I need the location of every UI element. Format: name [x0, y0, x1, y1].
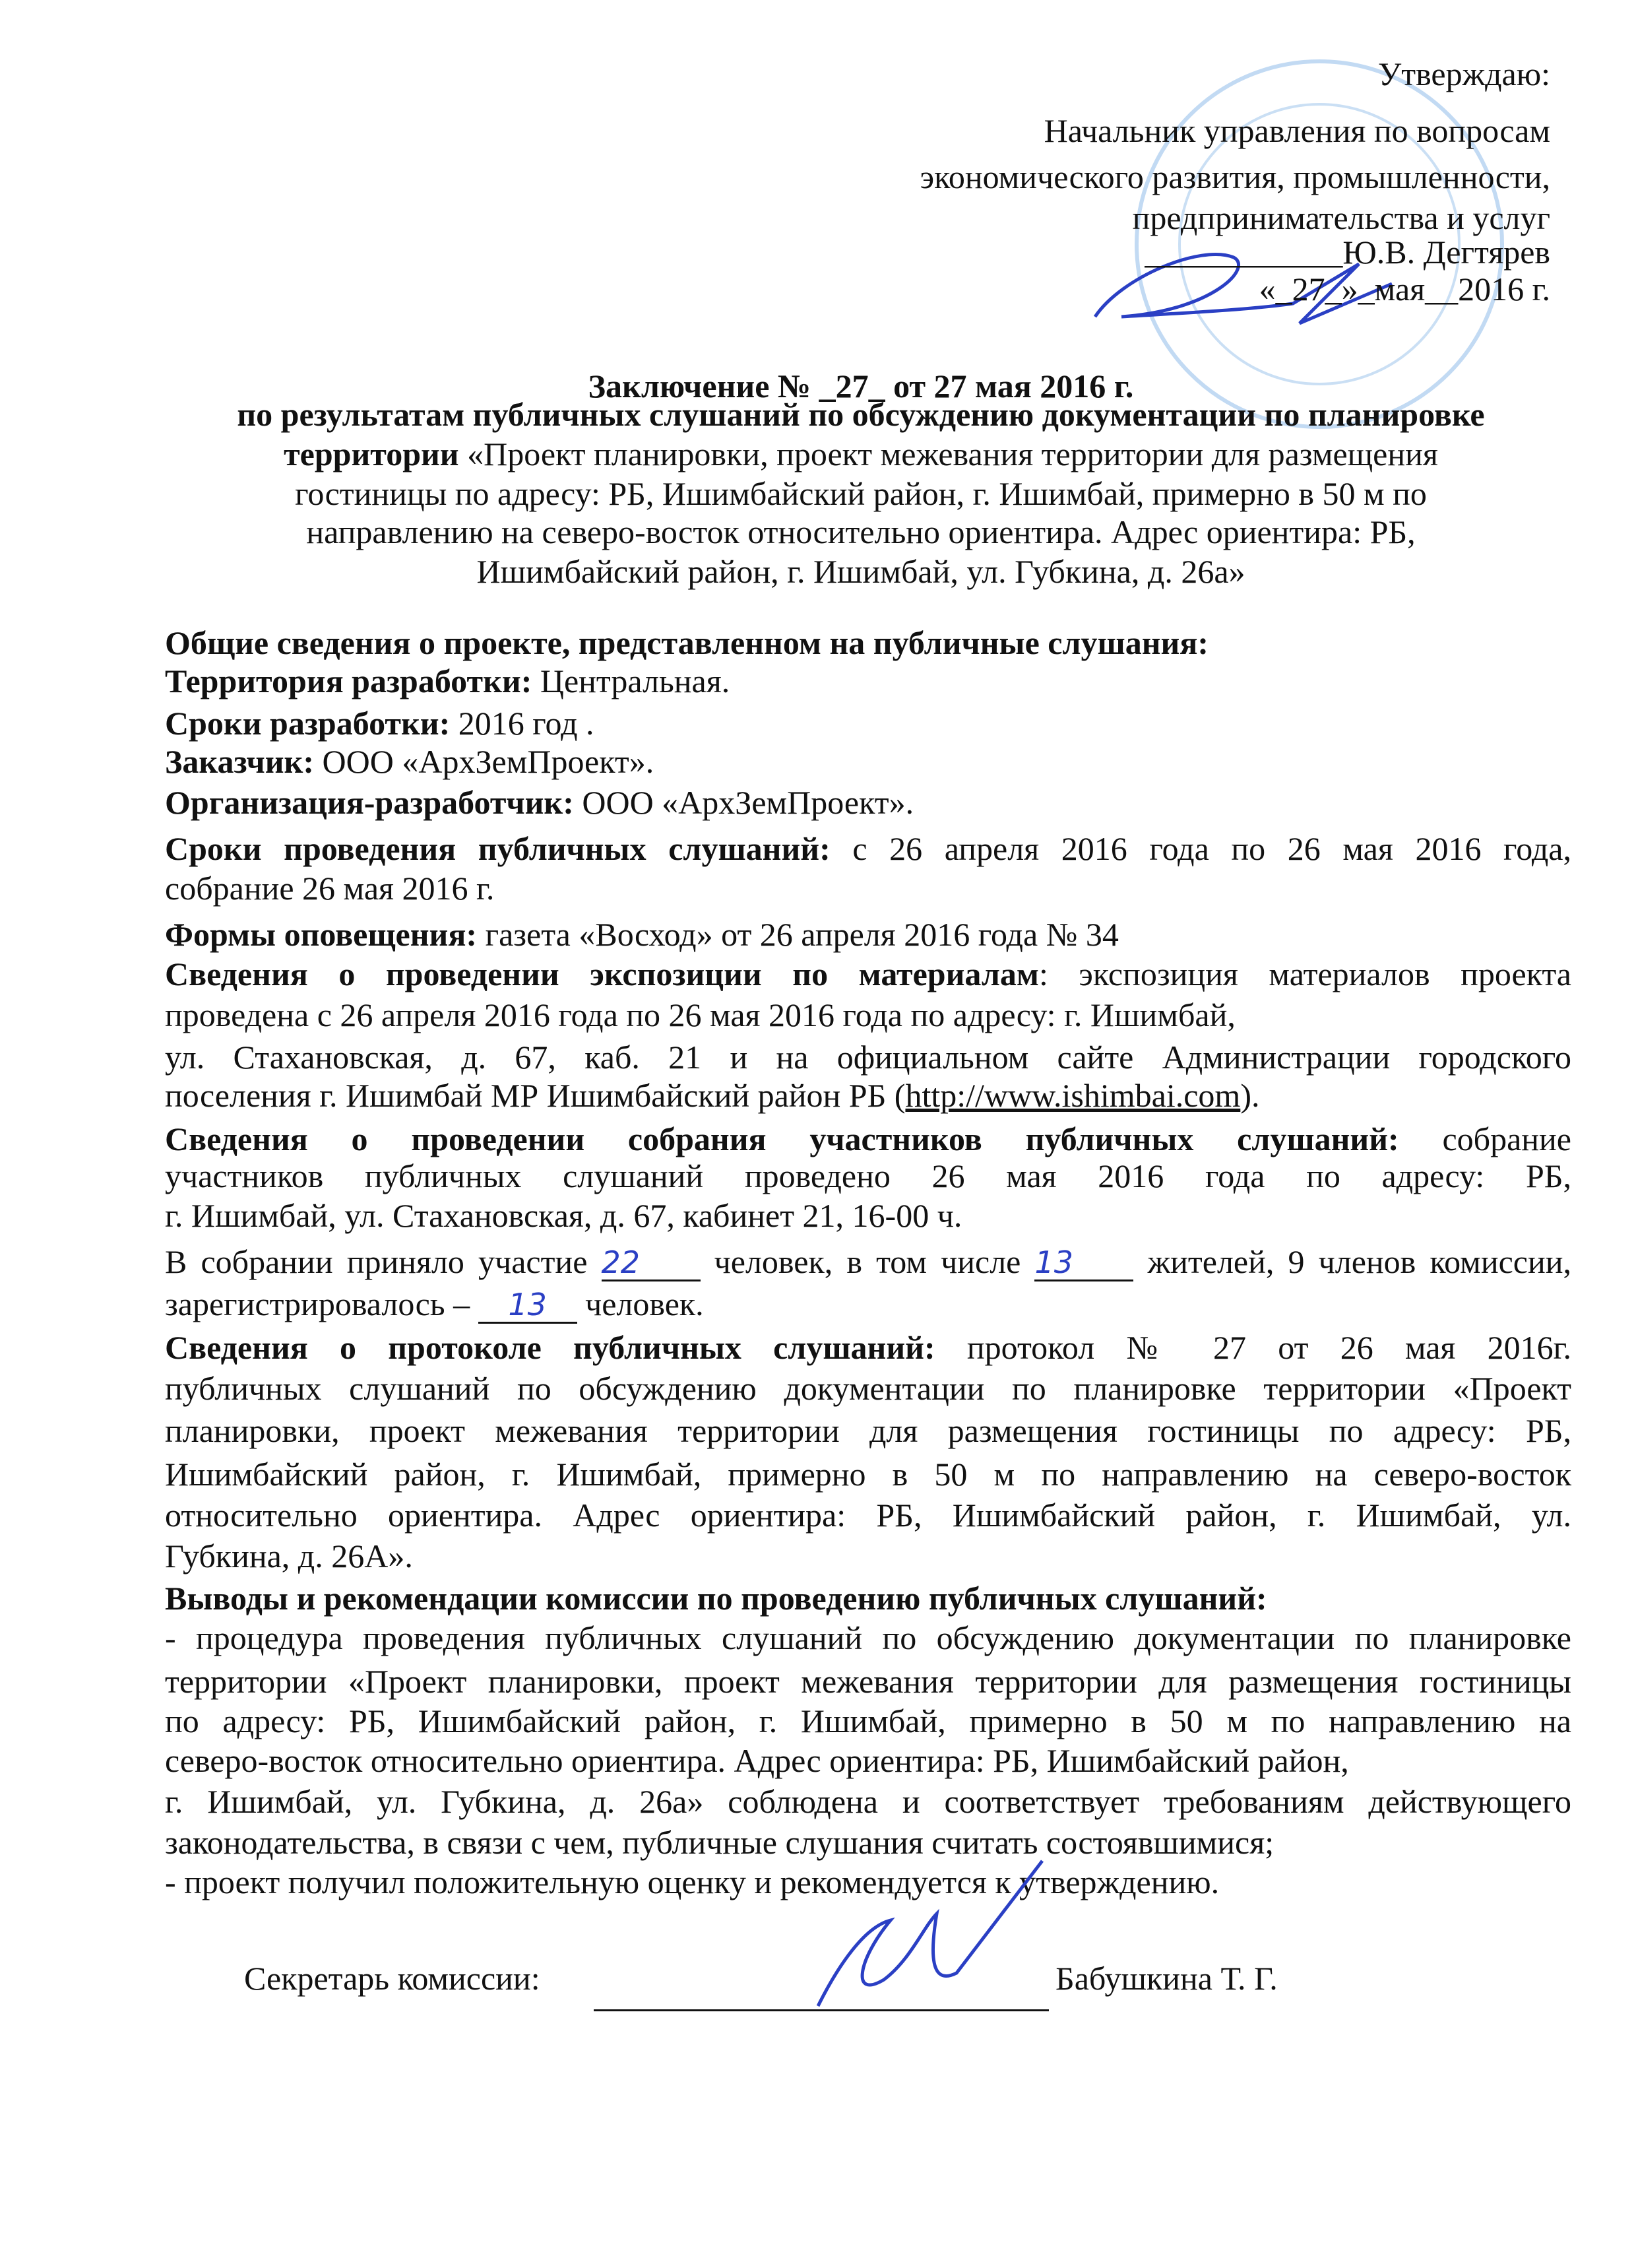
bold-label: Заказчик: — [165, 743, 315, 780]
body-line — [165, 1076, 1571, 1115]
secretary-label: Секретарь комиссии: — [244, 1960, 540, 1997]
body-line — [165, 868, 1571, 908]
website-link[interactable]: http://www.ishimbai.com — [905, 1077, 1241, 1114]
body-line — [165, 1454, 1571, 1494]
body-line — [165, 1242, 1571, 1281]
body-line — [165, 1782, 1571, 1821]
title-line — [152, 512, 1570, 552]
body-line — [165, 829, 1571, 868]
body-line — [165, 1536, 1571, 1576]
text: собрание — [1399, 1120, 1571, 1157]
title-line — [152, 552, 1570, 591]
text: человек, в том числе — [700, 1243, 1035, 1280]
text: проведена с 26 апреля 2016 года по 26 мая 2016 года по адресу: г. Ишимбай, — [165, 996, 1236, 1033]
approval-line: «_27_»_мая__2016 г. — [1259, 271, 1550, 308]
text: : экспозиция материалов проекта — [1038, 956, 1571, 992]
handwritten-number: 13 — [478, 1287, 577, 1324]
text: законодательства, в связи с чем, публичные слушания считать состоявшимися; — [165, 1824, 1274, 1861]
bold-label: Общие сведения о проекте, представленном на публичные слушания: — [165, 624, 1209, 661]
text: гостиницы по адресу: РБ, Ишимбайский район, г. Ишимбай, примерно в 50 м по — [295, 475, 1427, 512]
text: газета «Восход» от 26 апреля 2016 года № 34 — [477, 916, 1119, 953]
text: участников публичных слушаний проведено 26 мая 2016 года по адресу: РБ, — [165, 1157, 1571, 1194]
body-line — [165, 1578, 1571, 1618]
text: Губкина, д. 26А». — [165, 1538, 413, 1574]
text: Центральная. — [532, 663, 730, 699]
text: 2016 год . — [450, 705, 594, 742]
body-line — [165, 1196, 1571, 1235]
body-line — [165, 783, 1571, 822]
body-line — [165, 1741, 1571, 1780]
text: Ишимбайский район, г. Ишимбай, ул. Губкина, д. 26а» — [476, 553, 1245, 590]
text: зарегистрировалось – — [165, 1285, 478, 1322]
body-line — [165, 1495, 1571, 1535]
text: человек. — [577, 1285, 704, 1322]
body-line — [165, 1701, 1571, 1741]
text: относительно ориентира. Адрес ориентира: РБ, Ишимбайский район, г. Ишимбай, ул. — [165, 1497, 1571, 1534]
body-line — [165, 954, 1571, 994]
text: - проект получил положительную оценку и рекомендуется к утверждению. — [165, 1863, 1220, 1900]
text: ООО «АрхЗемПроект». — [314, 743, 654, 780]
title-line — [152, 434, 1570, 474]
bold-label: Формы оповещения: — [165, 916, 478, 953]
bold-label: Сроки проведения публичных слушаний: — [165, 830, 831, 867]
body-line — [165, 1662, 1571, 1701]
body-line — [165, 1156, 1571, 1196]
bold-label: Организация-разработчик: — [165, 784, 574, 821]
text: г. Ишимбай, ул. Стахановская, д. 67, кабинет 21, 16-00 ч. — [165, 1197, 962, 1234]
secretary-signature — [778, 1848, 1055, 2019]
text: г. Ишимбай, ул. Губкина, д. 26а» соблюдена и соответствует требованиям действующего — [165, 1783, 1571, 1820]
text: собрание 26 мая 2016 г. — [165, 870, 495, 907]
body-line — [165, 915, 1571, 954]
text: ООО «АрхЗемПроект». — [573, 784, 914, 821]
approval-line: Начальник управления по вопросам — [1044, 112, 1550, 149]
text: протокол № 27 от 26 мая 2016г. — [935, 1329, 1571, 1366]
secretary-name: Бабушкина Т. Г. — [1055, 1960, 1278, 1997]
body-line — [165, 1119, 1571, 1159]
bold-label: территории — [284, 436, 468, 472]
text: ). — [1240, 1077, 1260, 1114]
text: направлению на северо-восток относительно ориентира. Адрес ориентира: РБ, — [306, 513, 1416, 550]
approval-line: ____________Ю.В. Дегтярев — [1145, 234, 1550, 271]
body-line — [165, 1369, 1571, 1408]
text: - процедура проведения публичных слушаний по обсуждению документации по планировке — [165, 1619, 1571, 1656]
bold-label: Территория разработки: — [165, 663, 532, 699]
body-line — [165, 623, 1571, 663]
bold-label: по результатам публичных слушаний по обсуждению документации по планировке — [237, 396, 1485, 433]
bold-label: Сведения о протоколе публичных слушаний: — [165, 1329, 935, 1366]
text: по адресу: РБ, Ишимбайский район, г. Ишимбай, примерно в 50 м по направлению на — [165, 1702, 1571, 1739]
handwritten-number: 22 — [602, 1245, 701, 1281]
text: публичных слушаний по обсуждению документации по планировке территории «Проект — [165, 1370, 1571, 1407]
text: жителей, 9 членов комиссии, — [1133, 1243, 1571, 1280]
approval-line: предпринимательства и услуг — [1132, 199, 1550, 236]
text: поселения г. Ишимбай МР Ишимбайский район РБ ( — [165, 1077, 906, 1114]
body-line — [165, 1328, 1571, 1367]
body-line — [165, 1037, 1571, 1077]
bold-label: Сведения о проведении экспозиции по материалам — [165, 956, 1039, 992]
text: «Проект планировки, проект межевания территории для размещения — [467, 436, 1438, 472]
bold-label: Сроки разработки: — [165, 705, 451, 742]
bold-label: Сведения о проведении собрания участников публичных слушаний: — [165, 1120, 1399, 1157]
bold-label: Заключение № _27_ от 27 мая 2016 г. — [588, 368, 1134, 405]
text: Ишимбайский район, г. Ишимбай, примерно в 50 м по направлению на северо-восток — [165, 1456, 1571, 1493]
body-line — [165, 742, 1571, 781]
title-line — [152, 474, 1570, 513]
body-line — [165, 1411, 1571, 1450]
body-line — [165, 995, 1571, 1035]
text: планировки, проект межевания территории для размещения гостиницы по адресу: РБ, — [165, 1412, 1571, 1449]
text: территории «Проект планировки, проект межевания территории для размещения гостиницы — [165, 1663, 1571, 1700]
text: В собрании приняло участие — [165, 1243, 602, 1280]
text: ул. Стахановская, д. 67, каб. 21 и на официальном сайте Администрации городского — [165, 1039, 1571, 1076]
bold-label: Выводы и рекомендации комиссии по проведению публичных слушаний: — [165, 1580, 1267, 1617]
body-line — [165, 1284, 1571, 1324]
body-line — [165, 661, 1571, 701]
approval-line: экономического развития, промышленности, — [920, 158, 1550, 195]
handwritten-number: 13 — [1034, 1245, 1133, 1281]
approval-line: Утверждаю: — [1377, 55, 1550, 92]
text: с 26 апреля 2016 года по 26 мая 2016 года, — [830, 830, 1572, 867]
body-line — [165, 1618, 1571, 1658]
text: северо-восток относительно ориентира. Адрес ориентира: РБ, Ишимбайский район, — [165, 1742, 1349, 1779]
body-line — [165, 703, 1571, 743]
title-line — [152, 395, 1570, 434]
